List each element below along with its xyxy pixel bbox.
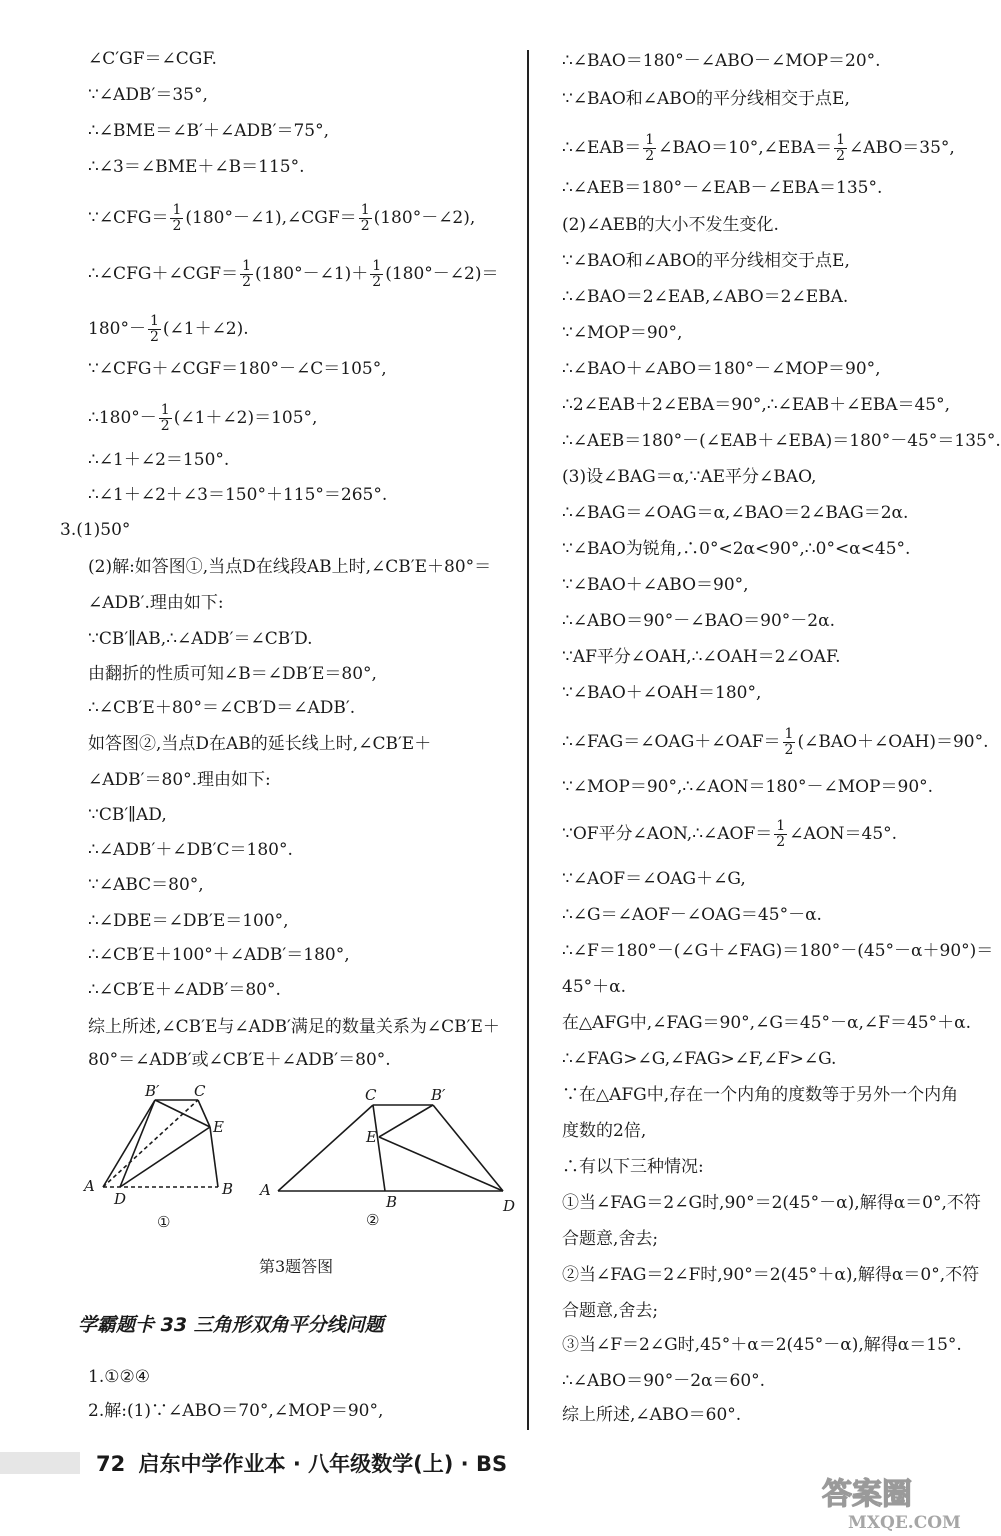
text-line: ∵∠MOP＝90°, xyxy=(562,323,683,343)
text-line: 合题意,舍去; xyxy=(562,1229,659,1249)
text-segment: (180°－∠2), xyxy=(373,208,476,228)
fraction-num: 1 xyxy=(836,132,846,148)
fraction-num: 1 xyxy=(149,313,159,329)
column-divider xyxy=(527,50,529,1430)
fig1-label: ① xyxy=(157,1213,171,1231)
segment-eb xyxy=(210,1127,218,1187)
text-line: 如答图②,当点D在AB的延长线上时,∠CB′E＋ xyxy=(88,734,432,754)
text-line: ∵∠BAO＋∠ABO＝90°, xyxy=(562,575,749,595)
fraction-num: 1 xyxy=(360,202,370,218)
text-line: ∴∠3＝∠BME＋∠B＝115°. xyxy=(88,157,305,177)
text-line-fraction xyxy=(88,403,317,434)
segment-b1d xyxy=(433,1105,503,1191)
text-segment: ∠BAO＝10°,∠EBA＝ xyxy=(658,138,833,158)
fraction xyxy=(834,133,847,164)
text-line: ∠ADB′＝80°.理由如下: xyxy=(88,770,271,790)
text-line: ∵∠ABC＝80°, xyxy=(88,875,204,895)
fraction xyxy=(159,403,172,434)
text-line: (3)设∠BAG＝α,∵AE平分∠BAO, xyxy=(562,467,817,487)
text-line: ∵AF平分∠OAH,∴∠OAH＝2∠OAF. xyxy=(562,647,841,667)
fraction-den: 2 xyxy=(172,218,182,234)
text-line: ∴2∠EAB＋2∠EBA＝90°,∴∠EAB＋∠EBA＝45°, xyxy=(562,395,951,415)
segment-b1e xyxy=(379,1105,433,1137)
text-line: ∠ADB′.理由如下: xyxy=(88,593,224,613)
text-line: ∴∠AEB＝180°－(∠EAB＋∠EBA)＝180°－45°＝135°. xyxy=(562,431,1001,451)
text-line: ∴∠DBE＝∠DB′E＝100°, xyxy=(88,911,289,931)
text-segment: ∴∠EAB＝ xyxy=(562,138,642,158)
watermark-logo xyxy=(808,1470,998,1534)
text-line-fraction xyxy=(88,259,498,290)
text-line: ∴∠CB′E＋∠ADB′＝80°. xyxy=(88,980,281,1000)
watermark-url: MXQE.COM xyxy=(848,1513,961,1533)
text-segment: (∠1＋∠2). xyxy=(162,319,249,339)
text-segment: (180°－∠1)＋ xyxy=(255,264,369,284)
text-segment: (∠1＋∠2)＝105°, xyxy=(173,408,318,428)
text-line: ∴∠BAO＝180°－∠ABO－∠MOP＝20°. xyxy=(562,51,881,71)
fraction xyxy=(240,259,253,290)
book-title: 启东中学作业本 · 八年级数学(上) · BS xyxy=(138,1452,508,1476)
fraction xyxy=(370,259,383,290)
text-line-fraction xyxy=(88,314,249,345)
fraction-den: 2 xyxy=(242,274,251,290)
text-segment: ∵∠CFG＝ xyxy=(88,208,169,228)
geometry-figure xyxy=(60,1080,530,1255)
text-line: ∴∠1＋∠2＝150°. xyxy=(88,450,230,470)
text-segment: 180°－ xyxy=(88,319,146,339)
fraction-den: 2 xyxy=(784,742,794,758)
text-line: ∵∠CFG＋∠CGF＝180°－∠C＝105°, xyxy=(88,359,387,379)
fraction-den: 2 xyxy=(645,148,655,164)
label-d: D xyxy=(114,1190,127,1208)
text-line: ∴∠G＝∠AOF－∠OAG＝45°－α. xyxy=(562,905,822,925)
label-b: B xyxy=(222,1180,234,1198)
watermark-text: 答案圈 xyxy=(822,1477,912,1512)
text-line: ∵CB′∥AD, xyxy=(88,805,167,825)
text-line: ∴∠BAO＋∠ABO＝180°－∠MOP＝90°, xyxy=(562,359,881,379)
fig2-label: ② xyxy=(366,1211,380,1229)
fraction xyxy=(148,314,161,345)
text-line: ∴∠1＋∠2＋∠3＝150°＋115°＝265°. xyxy=(88,485,388,505)
label-c: C xyxy=(365,1086,377,1104)
text-segment: (180°－∠2)＝ xyxy=(385,264,499,284)
text-line: ∴∠ADB′＋∠DB′C＝180°. xyxy=(88,840,293,860)
text-line: ∵∠BAO＋∠OAH＝180°, xyxy=(562,683,762,703)
text-line: ①当∠FAG＝2∠G时,90°＝2(45°－α),解得α＝0°,不符 xyxy=(562,1193,981,1213)
label-b-prime: B′ xyxy=(145,1082,160,1100)
text-line: ∠C′GF＝∠CGF. xyxy=(88,49,217,69)
label-e: E xyxy=(213,1118,224,1136)
fraction-den: 2 xyxy=(836,148,846,164)
text-line: (2)∠AEB的大小不发生变化. xyxy=(562,215,779,235)
text-segment: ∵OF平分∠AON,∴∠AOF＝ xyxy=(562,824,773,844)
text-line: ∴∠CB′E＋100°＋∠ADB′＝180°, xyxy=(88,945,350,965)
text-line: ∵∠BAO和∠ABO的平分线相交于点E, xyxy=(562,89,850,109)
text-line: ∵∠MOP＝90°,∴∠AON＝180°－∠MOP＝90°. xyxy=(562,777,934,797)
fraction xyxy=(774,819,787,850)
question-number: 3.(1)50° xyxy=(60,520,131,540)
text-line: 由翻折的性质可知∠B＝∠DB′E＝80°, xyxy=(88,664,377,684)
text-line: ∴∠CB′E＋80°＝∠CB′D＝∠ADB′. xyxy=(88,698,356,718)
fraction-den: 2 xyxy=(372,274,382,290)
text-line-fraction xyxy=(562,727,989,758)
label-a: A xyxy=(84,1177,95,1195)
text-line: 80°＝∠ADB′或∠CB′E＋∠ADB′＝80°. xyxy=(88,1050,391,1070)
text-line: 综上所述,∠ABO＝60°. xyxy=(562,1405,742,1425)
text-line: ∴有以下三种情况: xyxy=(562,1157,704,1177)
segment-ed xyxy=(379,1137,503,1191)
text-line-fraction xyxy=(562,133,955,164)
text-line: ∴∠BAG＝∠OAG＝α,∠BAO＝2∠BAG＝2α. xyxy=(562,503,909,523)
footer-bar xyxy=(0,1452,80,1474)
fraction-num: 1 xyxy=(372,258,382,274)
section-title: 学霸题卡 33 三角形双角平分线问题 xyxy=(78,1314,384,1336)
text-segment: ∴∠CFG＋∠CGF＝ xyxy=(88,264,239,284)
text-line: 综上所述,∠CB′E与∠ADB′满足的数量关系为∠CB′E＋ xyxy=(88,1017,500,1037)
fraction-den: 2 xyxy=(149,329,159,345)
text-segment: ∴180°－ xyxy=(88,408,157,428)
label-b: B xyxy=(386,1193,398,1211)
text-line: ∴∠ABO＝90°－2α＝60°. xyxy=(562,1371,766,1391)
fraction xyxy=(783,727,796,758)
text-line: 2.解:(1)∵∠ABO＝70°,∠MOP＝90°, xyxy=(88,1401,384,1421)
fraction-num: 1 xyxy=(172,202,182,218)
text-line: ∵∠ADB′＝35°, xyxy=(88,85,208,105)
text-line: ∵在△AFG中,存在一个内角的度数等于另外一个内角 xyxy=(562,1085,959,1105)
fraction xyxy=(643,133,656,164)
fraction-num: 1 xyxy=(784,726,794,742)
label-c: C xyxy=(194,1082,206,1100)
text-line: ∴∠AEB＝180°－∠EAB－∠EBA＝135°. xyxy=(562,178,883,198)
text-line-fraction xyxy=(562,819,897,850)
segment-ce xyxy=(198,1100,210,1127)
text-line-fraction xyxy=(88,203,475,234)
text-segment: ∠AON＝45°. xyxy=(789,824,898,844)
figure-caption: 第3题答图 xyxy=(259,1257,334,1276)
text-line: ②当∠FAG＝2∠F时,90°＝2(45°＋α),解得α＝0°,不符 xyxy=(562,1265,980,1285)
figure-2 xyxy=(278,1105,503,1191)
text-line: 合题意,舍去; xyxy=(562,1301,659,1321)
fraction-den: 2 xyxy=(776,834,786,850)
label-b-prime: B′ xyxy=(431,1086,446,1104)
text-line: ∴∠BAO＝2∠EAB,∠ABO＝2∠EBA. xyxy=(562,287,849,307)
fraction-num: 1 xyxy=(160,402,170,418)
text-segment: ∴∠FAG＝∠OAG＋∠OAF＝ xyxy=(562,732,781,752)
text-line: 度数的2倍, xyxy=(562,1121,647,1141)
label-e: E xyxy=(366,1128,377,1146)
text-line: ③当∠F＝2∠G时,45°＋α＝2(45°－α),解得α＝15°. xyxy=(562,1335,962,1355)
fraction-den: 2 xyxy=(360,218,370,234)
text-line: (2)解:如答图①,当点D在线段AB上时,∠CB′E＋80°＝ xyxy=(88,557,492,577)
text-line: ∵∠BAO和∠ABO的平分线相交于点E, xyxy=(562,251,850,271)
text-line: ∵∠BAO为锐角,∴0°<2α<90°,∴0°<α<45°. xyxy=(562,539,911,559)
footer-text xyxy=(96,1448,507,1478)
fraction-den: 2 xyxy=(160,418,170,434)
text-line: 45°＋α. xyxy=(562,977,627,997)
text-segment: (∠BAO＋∠OAH)＝90°. xyxy=(797,732,989,752)
segment-cb xyxy=(373,1105,385,1191)
text-line: ∴∠BME＝∠B′＋∠ADB′＝75°, xyxy=(88,121,330,141)
text-segment: ∠ABO＝35°, xyxy=(849,138,955,158)
fraction-num: 1 xyxy=(776,818,786,834)
fraction xyxy=(170,203,183,234)
label-a: A xyxy=(260,1181,271,1199)
segment-ac xyxy=(278,1105,373,1191)
text-line: ∵CB′∥AB,∴∠ADB′＝∠CB′D. xyxy=(88,629,313,649)
text-line: 1.①②④ xyxy=(88,1367,150,1387)
fraction-num: 1 xyxy=(242,258,251,274)
segment-ab1 xyxy=(103,1100,155,1187)
text-segment: (180°－∠1),∠CGF＝ xyxy=(185,208,357,228)
label-d: D xyxy=(503,1197,516,1215)
text-line: ∴∠FAG>∠G,∠FAG>∠F,∠F>∠G. xyxy=(562,1049,837,1069)
text-line: ∵∠AOF＝∠OAG＋∠G, xyxy=(562,869,746,889)
page-number: 72 xyxy=(96,1452,126,1476)
text-line: ∴∠ABO＝90°－∠BAO＝90°－2α. xyxy=(562,611,835,631)
text-line: ∴∠F＝180°－(∠G＋∠FAG)＝180°－(45°－α＋90°)＝ xyxy=(562,941,994,961)
fraction-num: 1 xyxy=(645,132,655,148)
figure-1-labels xyxy=(82,1082,233,1231)
figure-1 xyxy=(103,1100,218,1187)
fraction xyxy=(359,203,372,234)
text-line: 在△AFG中,∠FAG＝90°,∠G＝45°－α,∠F＝45°＋α. xyxy=(562,1013,971,1033)
